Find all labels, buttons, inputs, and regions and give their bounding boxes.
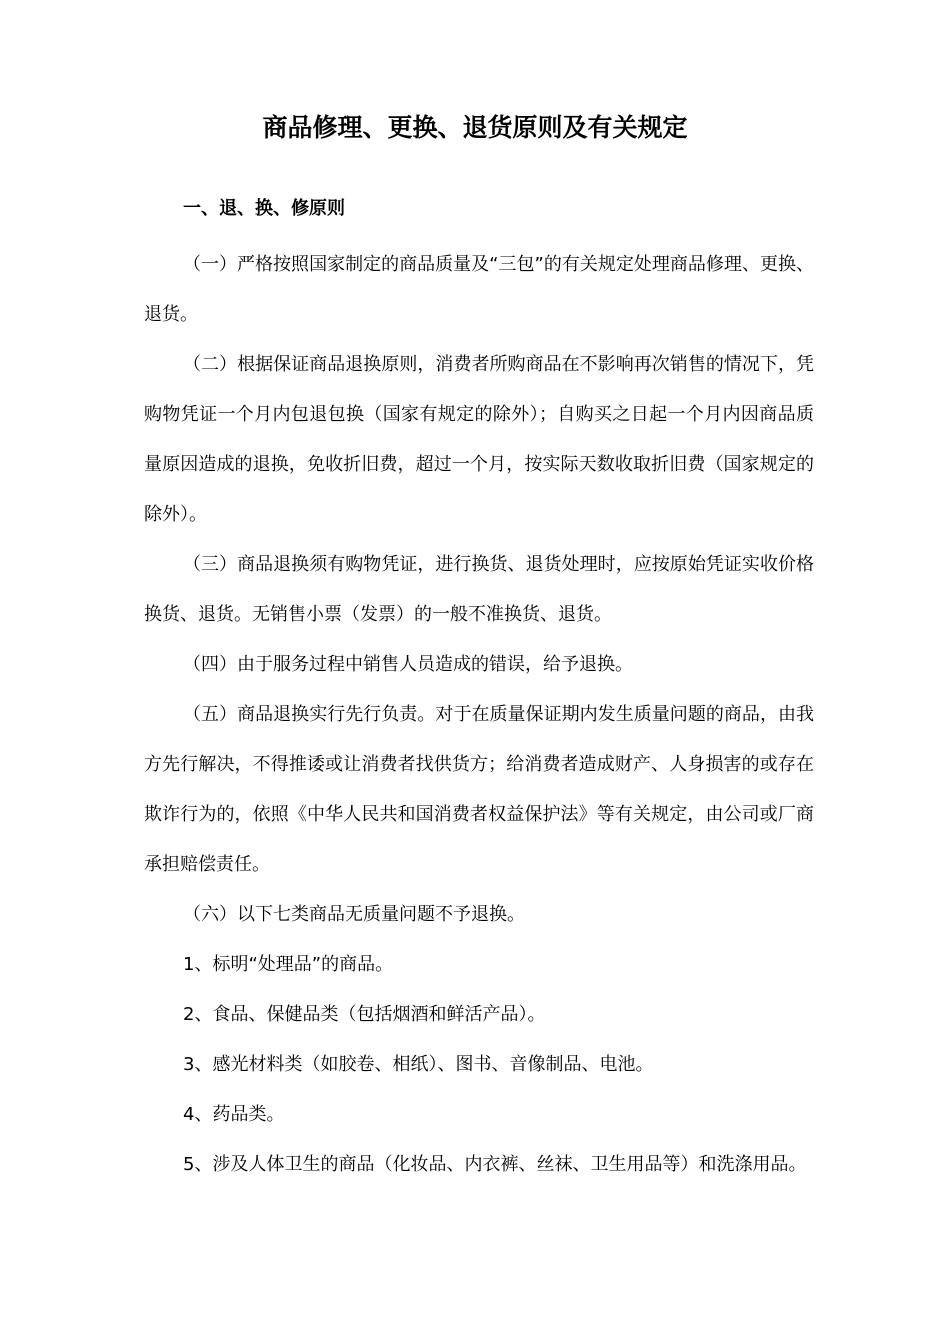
paragraph-4: （四）由于服务过程中销售人员造成的错误，给予退换。 bbox=[183, 654, 633, 675]
document-body bbox=[144, 240, 814, 1190]
paragraph-1: （一）严格按照国家制定的商品质量及“三包”的有关规定处理商品修理、更换、退货。 bbox=[144, 254, 814, 325]
paragraph-5: （五）商品退换实行先行负责。对于在质量保证期内发生质量问题的商品，由我方先行解决，不得推诿或让消费者找供货方；给消费者造成财产、人身损害的或存在欺诈行为的，依照《中华人民共和国消费者权益保护法》等有关规定，由公司或厂商承担赔偿责任。 bbox=[144, 704, 814, 875]
list-item-4: 4、药品类。 bbox=[183, 1104, 285, 1125]
list-item-3: 3、感光材料类（如胶卷、相纸）、图书、音像制品、电池。 bbox=[183, 1054, 654, 1075]
paragraph-6: （六）以下七类商品无质量问题不予退换。 bbox=[183, 904, 525, 925]
list-item-1: 1、标明“处理品”的商品。 bbox=[183, 954, 394, 975]
section-heading: 一、退、换、修原则 bbox=[183, 198, 345, 219]
list-item-5: 5、涉及人体卫生的商品（化妆品、内衣裤、丝袜、卫生用品等）和洗涤用品。 bbox=[183, 1154, 807, 1175]
paragraph-2: （二）根据保证商品退换原则，消费者所购商品在不影响再次销售的情况下，凭购物凭证一个月内包退包换（国家有规定的除外）；自购买之日起一个月内因商品质量原因造成的退换，免收折旧费，超过一个月，按实际天数收取折旧费（国家规定的除外）。 bbox=[144, 354, 814, 525]
paragraph-3: （三）商品退换须有购物凭证，进行换货、退货处理时，应按原始凭证实收价格换货、退货。无销售小票（发票）的一般不准换货、退货。 bbox=[144, 554, 814, 625]
document-title: 商品修理、更换、退货原则及有关规定 bbox=[262, 113, 688, 142]
list-item-2: 2、食品、保健品类（包括烟酒和鲜活产品）。 bbox=[183, 1004, 546, 1025]
